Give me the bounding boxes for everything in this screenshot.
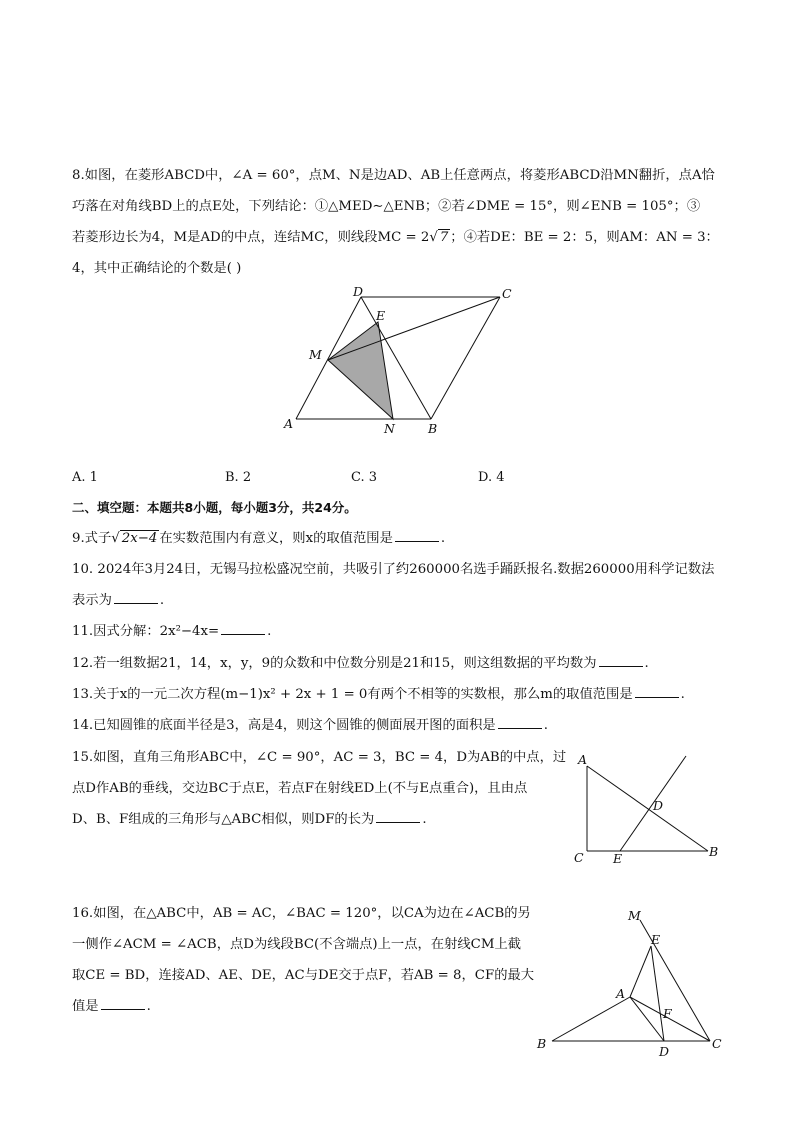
q15-label-e: E <box>613 851 623 866</box>
q10-answer-blank[interactable] <box>114 591 158 604</box>
q9-pre: 9.式子 <box>72 531 112 546</box>
q14-pre: 14.已知圆锥的底面半径是3，高是4，则这个圆锥的侧面展开图的面积是 <box>72 718 496 733</box>
q10-end: . <box>159 593 165 608</box>
q15-label-d: D <box>653 798 664 813</box>
q13-answer-blank[interactable] <box>635 685 679 698</box>
q8-line-3 <box>72 228 722 248</box>
q15-line-1: 15.如图，直角三角形ABC中，∠C = 90°，AC = 3，BC = 4，D为AB的中点，过 <box>72 750 567 765</box>
q16-line-4-pre: 值是 <box>72 999 99 1014</box>
q8-option-d: D. 4 <box>478 470 505 485</box>
q16-label-e: E <box>651 932 661 947</box>
q16-answer-blank[interactable] <box>101 997 145 1010</box>
q9-answer-blank[interactable] <box>395 529 439 542</box>
q8-label-a: A <box>284 416 294 431</box>
q15-triangle-figure <box>570 750 730 866</box>
q16-label-c: C <box>712 1036 722 1051</box>
q8-label-b: B <box>428 421 438 436</box>
q8-segment-mc <box>328 297 500 360</box>
q15-label-a: A <box>578 752 588 767</box>
q13-pre: 13.关于x的一元二次方程(m−1)x² + 2x + 1 = 0有两个不相等的实数根，那么m的取值范围是 <box>72 687 633 702</box>
q16-label-b: B <box>537 1036 547 1051</box>
q13-end: . <box>680 687 685 702</box>
q8-line-2: 巧落在对角线BD上的点E处，下列结论：①△MED∼△ENB；②若∠DME = 15°，则∠ENB = 105°；③ <box>72 199 701 214</box>
q16-line-2: 一侧作∠ACM = ∠ACB，点D为线段BC(不含端点)上一点，在射线CM上截 <box>72 937 522 952</box>
q15-answer-blank[interactable] <box>376 810 420 823</box>
q10-line-2 <box>72 591 164 611</box>
q15-line-3 <box>72 810 532 830</box>
q11-answer-blank[interactable] <box>221 622 265 635</box>
q15-line-3-pre: D、B、F组成的三角形与△ABC相似，则DF的长为 <box>72 812 375 827</box>
q16-label-d: D <box>659 1044 670 1059</box>
q12-answer-blank[interactable] <box>599 654 643 667</box>
q15-label-b: B <box>709 844 719 859</box>
q14-answer-blank[interactable] <box>498 716 542 729</box>
sqrt-icon: √ <box>111 531 120 546</box>
q16-line-3: 取CE = BD，连接AD、AE、DE，AC与DE交于点F，若AB = 8，CF的最大 <box>72 968 535 983</box>
q11-pre: 11.因式分解：2x²−4x= <box>72 624 220 639</box>
q10-line-2-pre: 表示为 <box>72 593 112 608</box>
q12-end: . <box>644 656 649 671</box>
q15-label-c: C <box>574 850 584 865</box>
q9 <box>72 529 445 549</box>
q11-end: . <box>267 624 272 639</box>
q10-line-1: 10. 2024年3月24日，无锡马拉松盛况空前，共吸引了约260000名选手踊跃报名.数据260000用科学记数法 <box>72 562 715 577</box>
sqrt-icon: √ <box>429 230 438 245</box>
q16-label-f: F <box>663 1006 672 1021</box>
q14 <box>72 716 548 736</box>
q16-segment-ae <box>630 946 651 997</box>
q12 <box>72 654 649 674</box>
q8-line-4: 4，其中正确结论的个数是( ) <box>72 261 242 276</box>
q15-line-2: 点D作AB的垂线，交边BC于点E，若点F在射线ED上(不与E点重合)，且由点 <box>72 781 528 796</box>
q8-option-b: B. 2 <box>225 470 252 485</box>
q9-post: 在实数范围内有意义，则x的取值范围是 <box>159 531 393 546</box>
q8-rhombus-figure <box>280 282 520 440</box>
q14-end: . <box>543 718 548 733</box>
q8-line-3-a: 若菱形边长为4，M是AD的中点，连结MC，则线段MC = 2 <box>72 230 430 245</box>
q8-option-c: C. 3 <box>351 470 378 485</box>
q11 <box>72 622 271 642</box>
q16-side-ab <box>552 997 630 1041</box>
q12-pre: 12.若一组数据21，14，x，y，9的众数和中位数分别是21和15，则这组数据的平均数为 <box>72 656 597 671</box>
q8-side-bc <box>431 297 500 419</box>
q8-option-a: A. 1 <box>72 470 98 485</box>
q8-label-m: M <box>309 347 322 362</box>
q8-line-1: 8.如图，在菱形ABCD中，∠A = 60°，点M、N是边AD、AB上任意两点，将菱形ABCD沿MN翻折，点A恰 <box>72 168 715 183</box>
q9-end: . <box>440 531 446 546</box>
q16-triangle-figure <box>532 902 732 1060</box>
q9-radicand: 2x−4 <box>121 531 158 546</box>
q16-end: . <box>146 999 151 1014</box>
q16-line-1: 16.如图，在△ABC中，AB = AC，∠BAC = 120°，以CA为边在∠ACB的另 <box>72 906 531 921</box>
q15-end: . <box>422 812 427 827</box>
q16-label-a: A <box>616 986 626 1001</box>
q8-label-n: N <box>384 421 395 436</box>
q8-line-3-b: ；④若DE：BE = 2：5，则AM：AN = 3： <box>450 230 719 245</box>
q15-side-ab <box>587 766 708 851</box>
q8-label-e: E <box>376 308 386 323</box>
q8-line-3-radicand: 7 <box>439 230 449 245</box>
q8-label-c: C <box>502 286 512 301</box>
section-2-heading: 二、填空题：本题共8小题，每小题3分，共24分。 <box>72 500 357 515</box>
q16-label-m: M <box>628 908 641 923</box>
q16-line-4 <box>72 997 532 1017</box>
q13 <box>72 685 685 705</box>
q8-label-d: D <box>353 284 364 299</box>
